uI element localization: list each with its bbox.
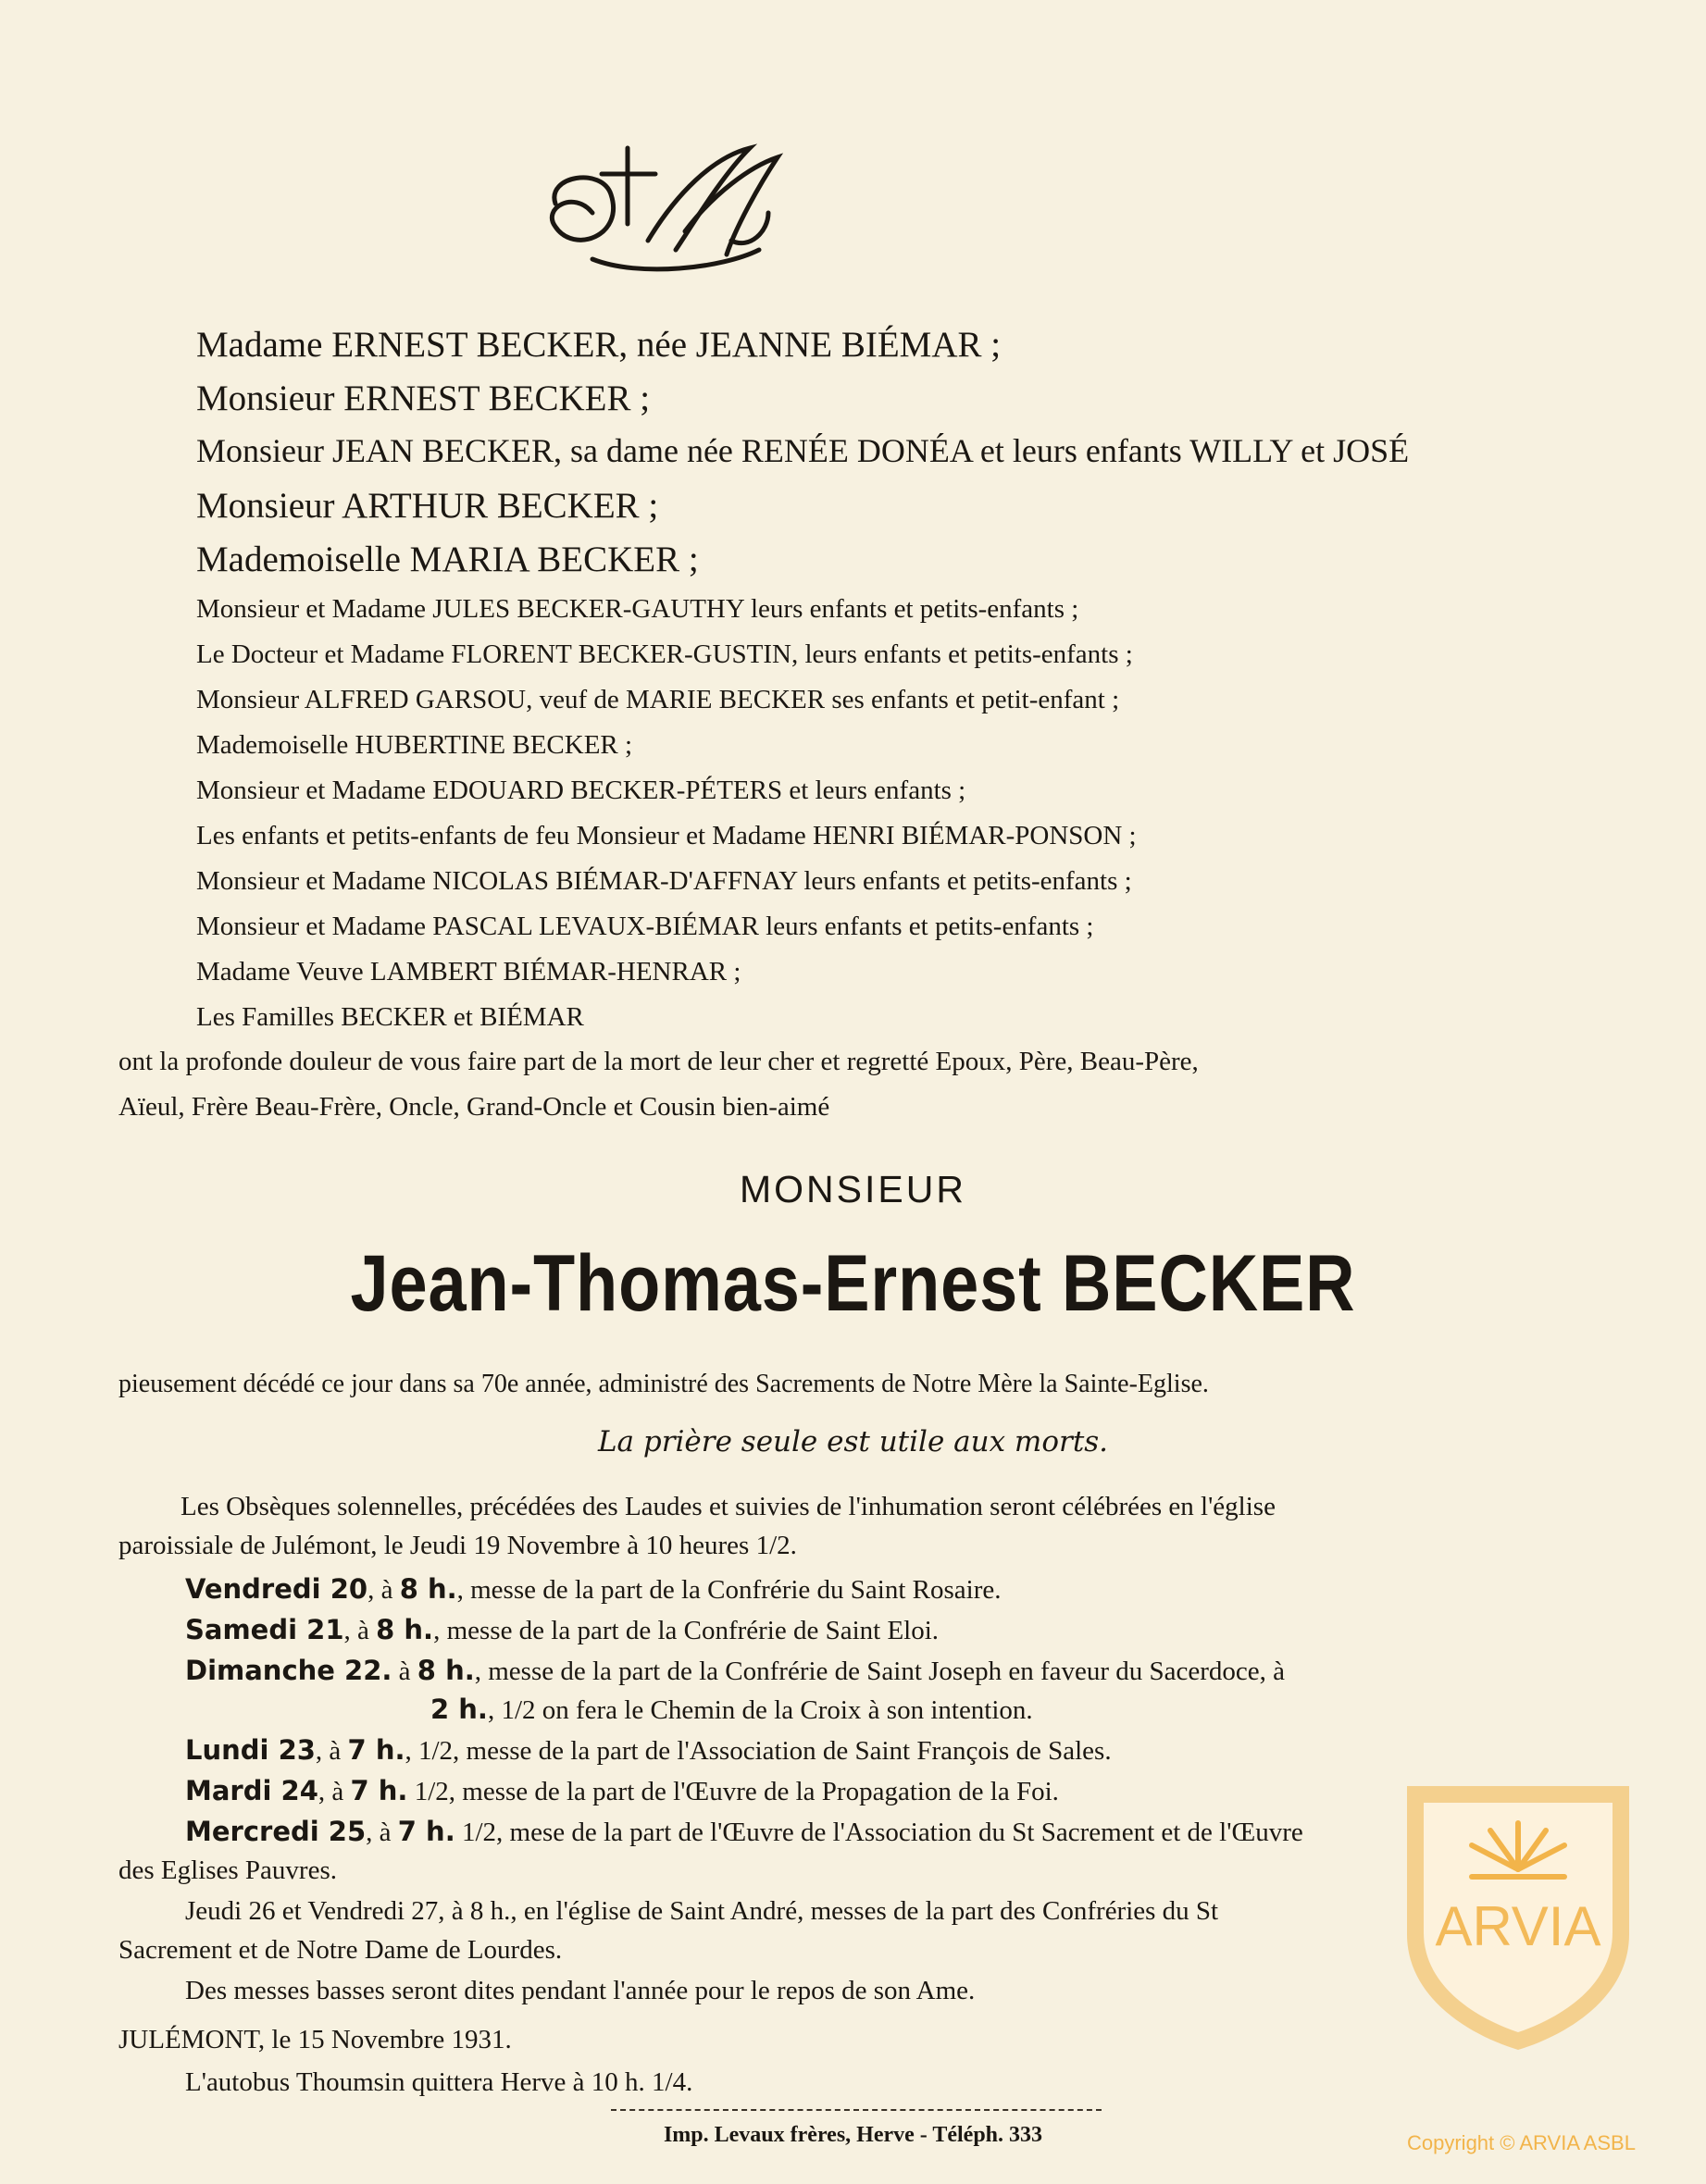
mass-line: 2 h., 1/2 on fera le Chemin de la Croix à son intention. xyxy=(430,1694,1033,1725)
family-line: Les enfants et petits-enfants de feu Monsieur et Madame HENRI BIÉMAR-PONSON ; xyxy=(196,821,1137,850)
mass-line: Samedi 21, à 8 h., messe de la part de la Confrérie de Saint Eloi. xyxy=(185,1614,940,1645)
deceased-name: Jean-Thomas-Ernest BECKER xyxy=(350,1239,1356,1328)
svg-text:ARVIA: ARVIA xyxy=(1435,1895,1601,1957)
family-line: Monsieur ERNEST BECKER ; xyxy=(196,378,651,418)
mass-day: Dimanche 22. xyxy=(185,1655,392,1686)
mass-time: 7 h. xyxy=(347,1734,405,1766)
prayer-line: La prière seule est utile aux morts. xyxy=(597,1425,1109,1458)
cross-monogram-icon xyxy=(537,139,796,278)
mass-line: Vendredi 20, à 8 h., messe de la part de la Confrérie du Saint Rosaire. xyxy=(185,1573,1002,1605)
mass-text: 1/2, messe de la part de l'Œuvre de la Propagation de la Foi. xyxy=(414,1777,1059,1806)
intro-line: Aïeul, Frère Beau-Frère, Oncle, Grand-Oncle et Cousin bien-aimé xyxy=(118,1092,830,1122)
mass-line: des Eglises Pauvres. xyxy=(118,1855,337,1885)
bus-line: L'autobus Thoumsin quittera Herve à 10 h. 1/4. xyxy=(185,2067,693,2097)
funeral-line: paroissiale de Julémont, le Jeudi 19 Novembre à 10 heures 1/2. xyxy=(118,1531,797,1560)
copyright-text: Copyright © ARVIA ASBL xyxy=(1407,2131,1636,2154)
deceased-line: pieusement décédé ce jour dans sa 70e année, administré des Sacrements de Notre Mère la Sainte-Eglise. xyxy=(118,1370,1209,1398)
family-line: Monsieur et Madame PASCAL LEVAUX-BIÉMAR leurs enfants et petits-enfants ; xyxy=(196,912,1094,941)
mass-time: 2 h. xyxy=(430,1694,488,1725)
funeral-line: Les Obsèques solennelles, précédées des Laudes et suivies de l'inhumation seront célébrées en l'église xyxy=(181,1492,1276,1521)
family-line: Les Familles BECKER et BIÉMAR xyxy=(196,1002,584,1032)
mass-line: Lundi 23, à 7 h., 1/2, messe de la part de l'Association de Saint François de Sales. xyxy=(185,1734,1112,1766)
intro-line: ont la profonde douleur de vous faire part de la mort de leur cher et regretté Epoux, Père, Beau-Père, xyxy=(118,1047,1199,1076)
mass-text: 1/2, messe de la part de l'Association de Saint François de Sales. xyxy=(417,1736,1112,1766)
mass-time: 7 h. xyxy=(397,1816,455,1847)
place-date: JULÉMONT, le 15 Novembre 1931. xyxy=(118,2025,512,2054)
family-line: Monsieur ARTHUR BECKER ; xyxy=(196,486,659,526)
divider xyxy=(611,2109,1102,2111)
mass-day: Lundi 23 xyxy=(185,1734,316,1766)
printer-line: Imp. Levaux frères, Herve - Téléph. 333 xyxy=(663,2123,1043,2147)
family-line: Monsieur JEAN BECKER, sa dame née RENÉE DONÉA et leurs enfants WILLY et JOSÉ xyxy=(196,432,1410,469)
arvia-shield-watermark-icon xyxy=(1398,1777,1638,2054)
mass-text: 1/2 on fera le Chemin de la Croix à son intention. xyxy=(501,1695,1033,1725)
mass-day: Mardi 24 xyxy=(185,1775,318,1806)
mass-day: Mercredi 25 xyxy=(185,1816,367,1847)
mass-time: 8 h. xyxy=(399,1573,457,1605)
mass-text: messe de la part de la Confrérie de Saint Eloi. xyxy=(446,1616,940,1645)
mass-line: Dimanche 22. à 8 h., messe de la part de la Confrérie de Saint Joseph en faveur du Sacerdoce, à xyxy=(185,1655,1286,1686)
mass-time: 7 h. xyxy=(350,1775,408,1806)
mass-text: messe de la part de la Confrérie du Saint Rosaire. xyxy=(470,1575,1002,1605)
mass-line: Mercredi 25, à 7 h. 1/2, mese de la part de l'Œuvre de l'Association du St Sacrement et de l'Œuvre xyxy=(185,1816,1303,1847)
mass-day: Samedi 21 xyxy=(185,1614,344,1645)
mass-line: Jeudi 26 et Vendredi 27, à 8 h., en l'église de Saint André, messes de la part des Confréries du St xyxy=(185,1896,1219,1926)
family-line: Le Docteur et Madame FLORENT BECKER-GUSTIN, leurs enfants et petits-enfants ; xyxy=(196,639,1133,669)
low-masses-line: Des messes basses seront dites pendant l'année pour le repos de son Ame. xyxy=(185,1976,976,2005)
mass-text: 1/2, mese de la part de l'Œuvre de l'Association du St Sacrement et de l'Œuvre xyxy=(461,1818,1303,1847)
mass-text: messe de la part de la Confrérie de Saint Joseph en faveur du Sacerdoce, à xyxy=(488,1657,1286,1686)
family-line: Mademoiselle HUBERTINE BECKER ; xyxy=(196,730,633,760)
mass-line: Mardi 24, à 7 h. 1/2, messe de la part de l'Œuvre de la Propagation de la Foi. xyxy=(185,1775,1059,1806)
mass-day: Vendredi 20 xyxy=(185,1573,368,1605)
family-line: Mademoiselle MARIA BECKER ; xyxy=(196,540,699,579)
mass-time: 8 h. xyxy=(417,1655,475,1686)
family-line: Monsieur et Madame JULES BECKER-GAUTHY leurs enfants et petits-enfants ; xyxy=(196,594,1079,624)
mass-line: Sacrement et de Notre Dame de Lourdes. xyxy=(118,1935,563,1965)
family-line: Monsieur ALFRED GARSOU, veuf de MARIE BECKER ses enfants et petit-enfant ; xyxy=(196,685,1120,714)
family-line: Madame Veuve LAMBERT BIÉMAR-HENRAR ; xyxy=(196,957,741,987)
family-line: Monsieur et Madame EDOUARD BECKER-PÉTERS et leurs enfants ; xyxy=(196,776,966,805)
title-monsieur: MONSIEUR xyxy=(740,1168,966,1210)
family-line: Madame ERNEST BECKER, née JEANNE BIÉMAR ; xyxy=(196,325,1002,365)
family-line: Monsieur et Madame NICOLAS BIÉMAR-D'AFFNAY leurs enfants et petits-enfants ; xyxy=(196,866,1132,896)
mass-time: 8 h. xyxy=(376,1614,434,1645)
